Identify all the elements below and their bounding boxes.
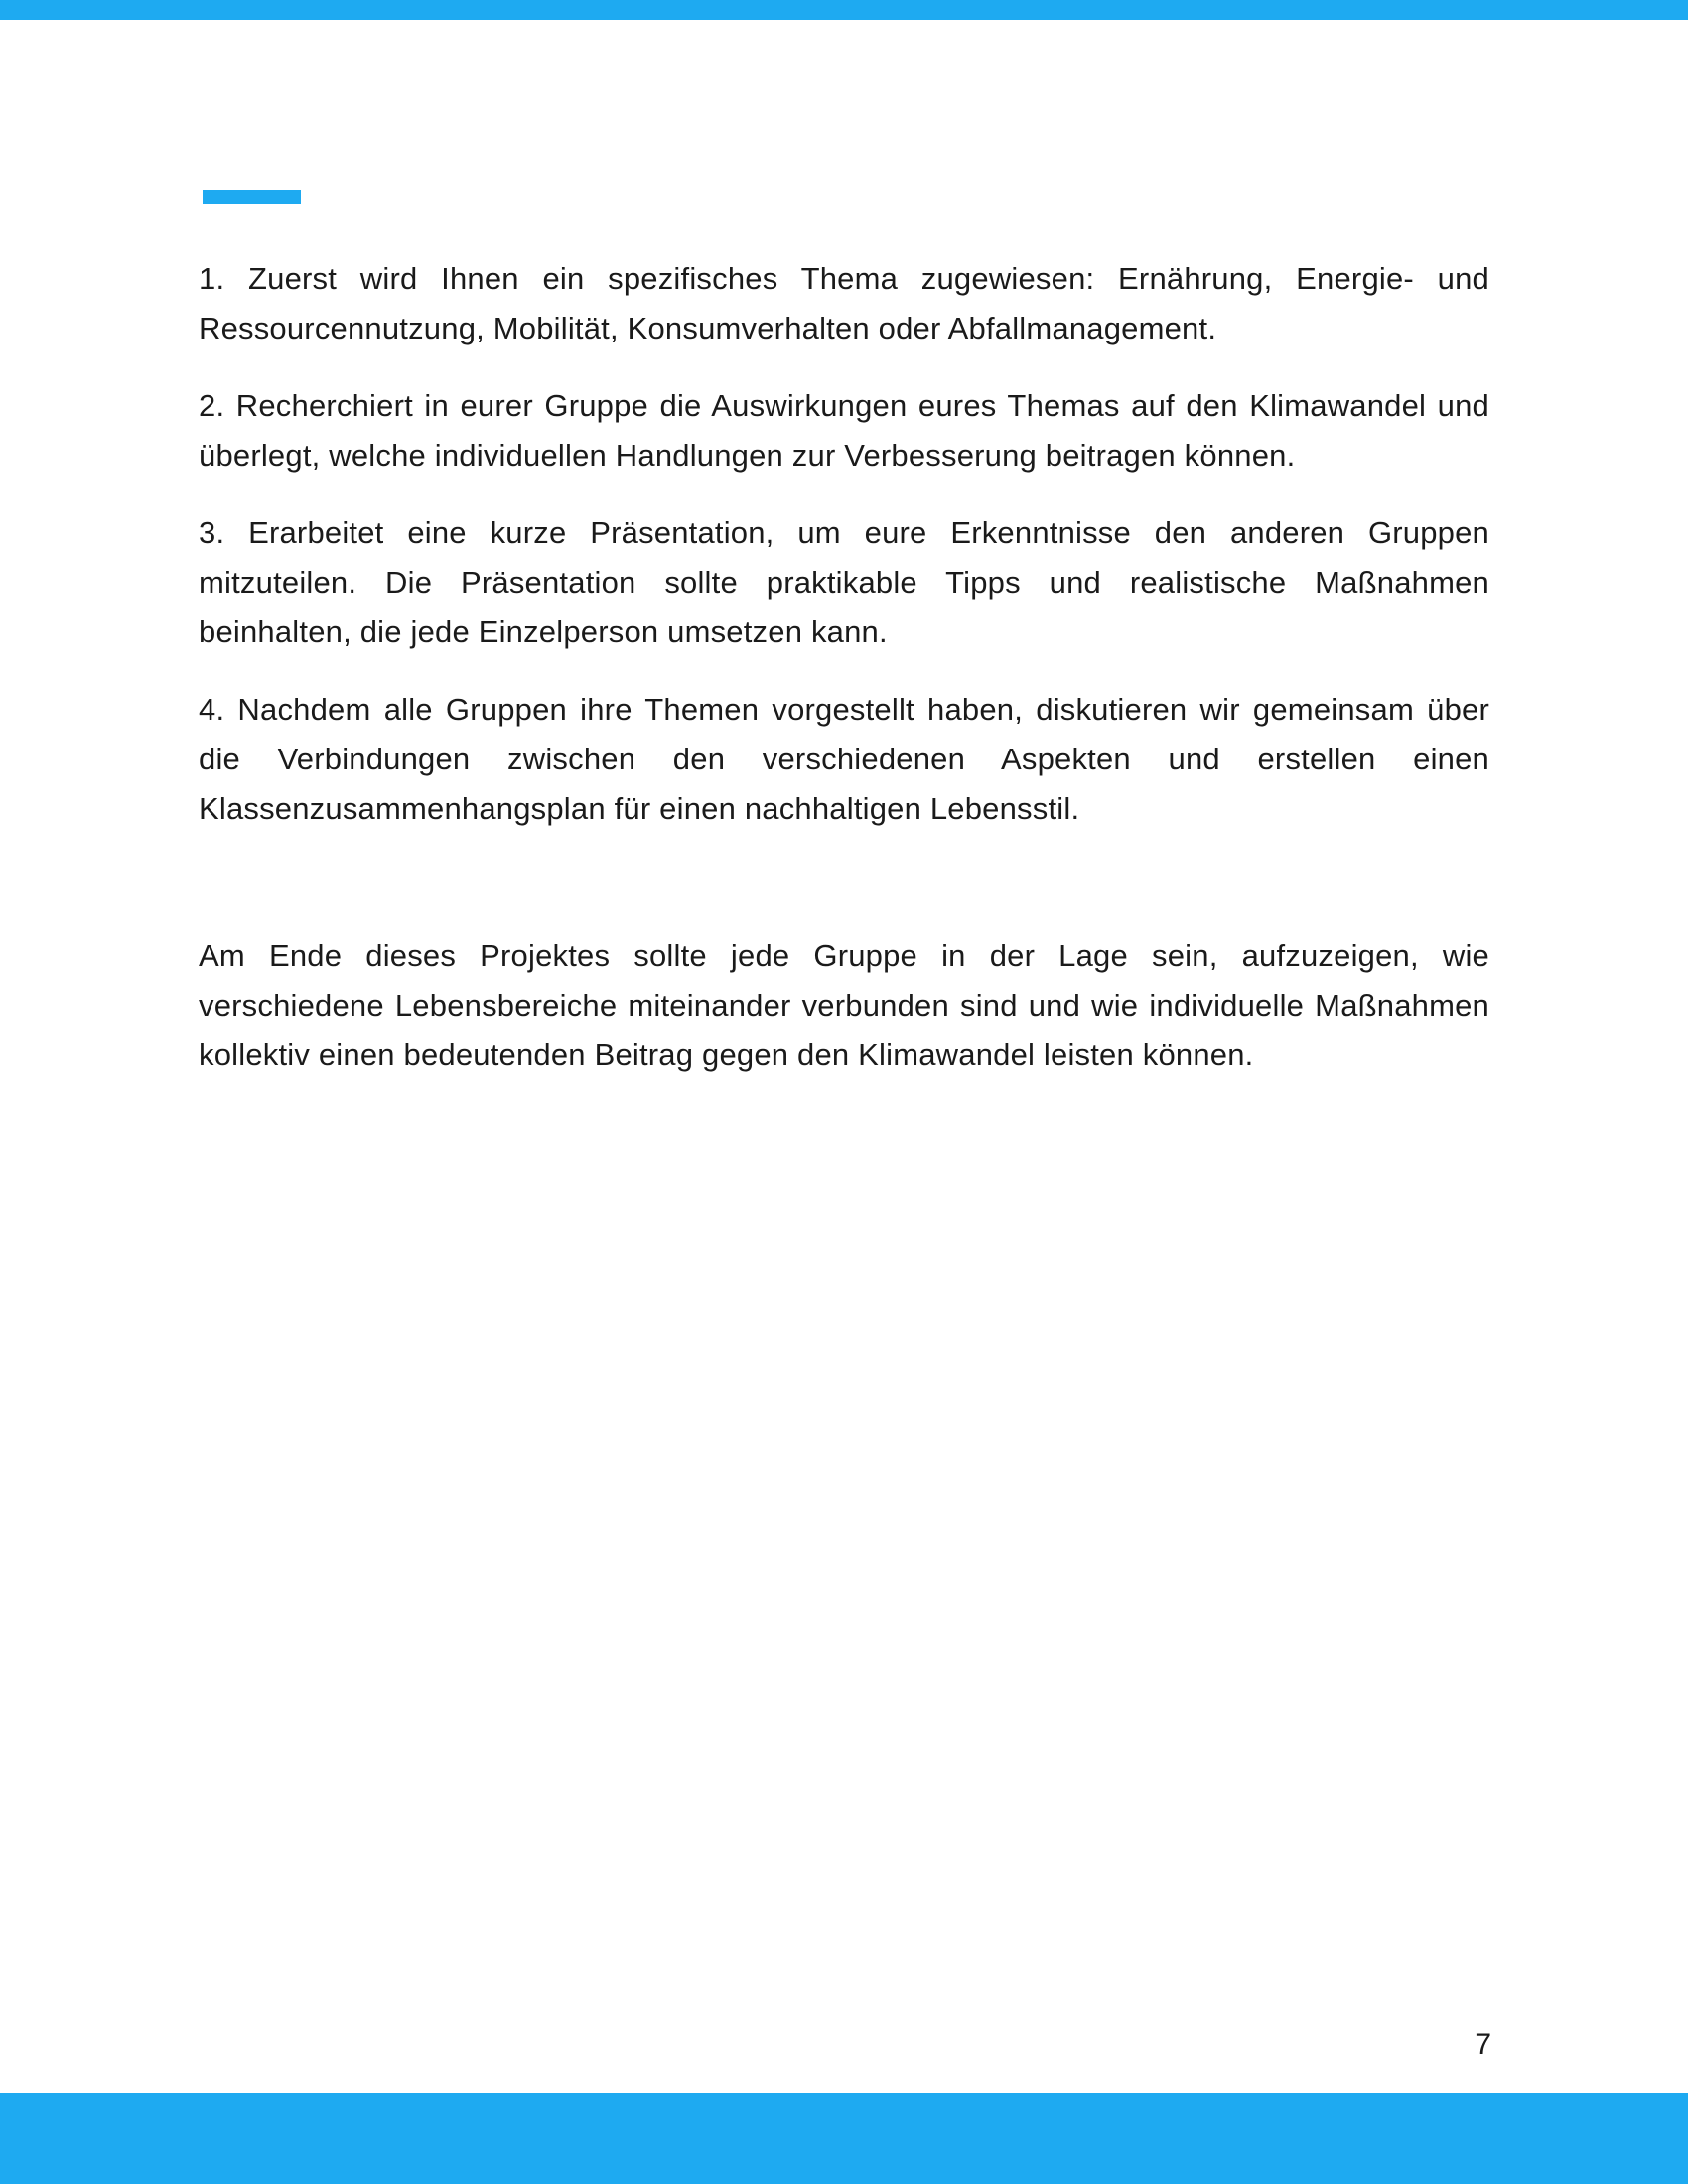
- step-3-paragraph: 3. Erarbeitet eine kurze Präsentation, um eure Erkenntnisse den anderen Gruppen mitzuteilen. Die Präsentation sollte praktikable Tipps und realistische Maßnahmen beinhalten, die jede Einzelperson umsetzen kann.: [199, 515, 1489, 649]
- conclusion-paragraph: Am Ende dieses Projektes sollte jede Gruppe in der Lage sein, aufzuzeigen, wie verschiedene Lebensbereiche miteinander verbunden sind und wie individuelle Maßnahmen kollektiv einen bedeutenden Beitrag gegen den Klimawandel leisten können.: [199, 938, 1489, 1072]
- step-2-paragraph: 2. Recherchiert in eurer Gruppe die Auswirkungen eures Themas auf den Klimawandel und überlegt, welche individuellen Handlungen zur Verbesserung beitragen können.: [199, 388, 1489, 473]
- page-content: [199, 254, 1489, 1108]
- top-accent-band: [0, 0, 1688, 20]
- step-4-paragraph: 4. Nachdem alle Gruppen ihre Themen vorgestellt haben, diskutieren wir gemeinsam über die Verbindungen zwischen den verschiedenen Aspekten und erstellen einen Klassenzusammenhangsplan für einen nachhaltigen Lebensstil.: [199, 692, 1489, 826]
- step-1-paragraph: 1. Zuerst wird Ihnen ein spezifisches Thema zugewiesen: Ernährung, Energie- und Ressourcennutzung, Mobilität, Konsumverhalten oder Abfallmanagement.: [199, 261, 1489, 345]
- page-number: 7: [1475, 2028, 1491, 2061]
- bottom-accent-band: [0, 2093, 1688, 2184]
- section-accent-bar: [203, 190, 301, 204]
